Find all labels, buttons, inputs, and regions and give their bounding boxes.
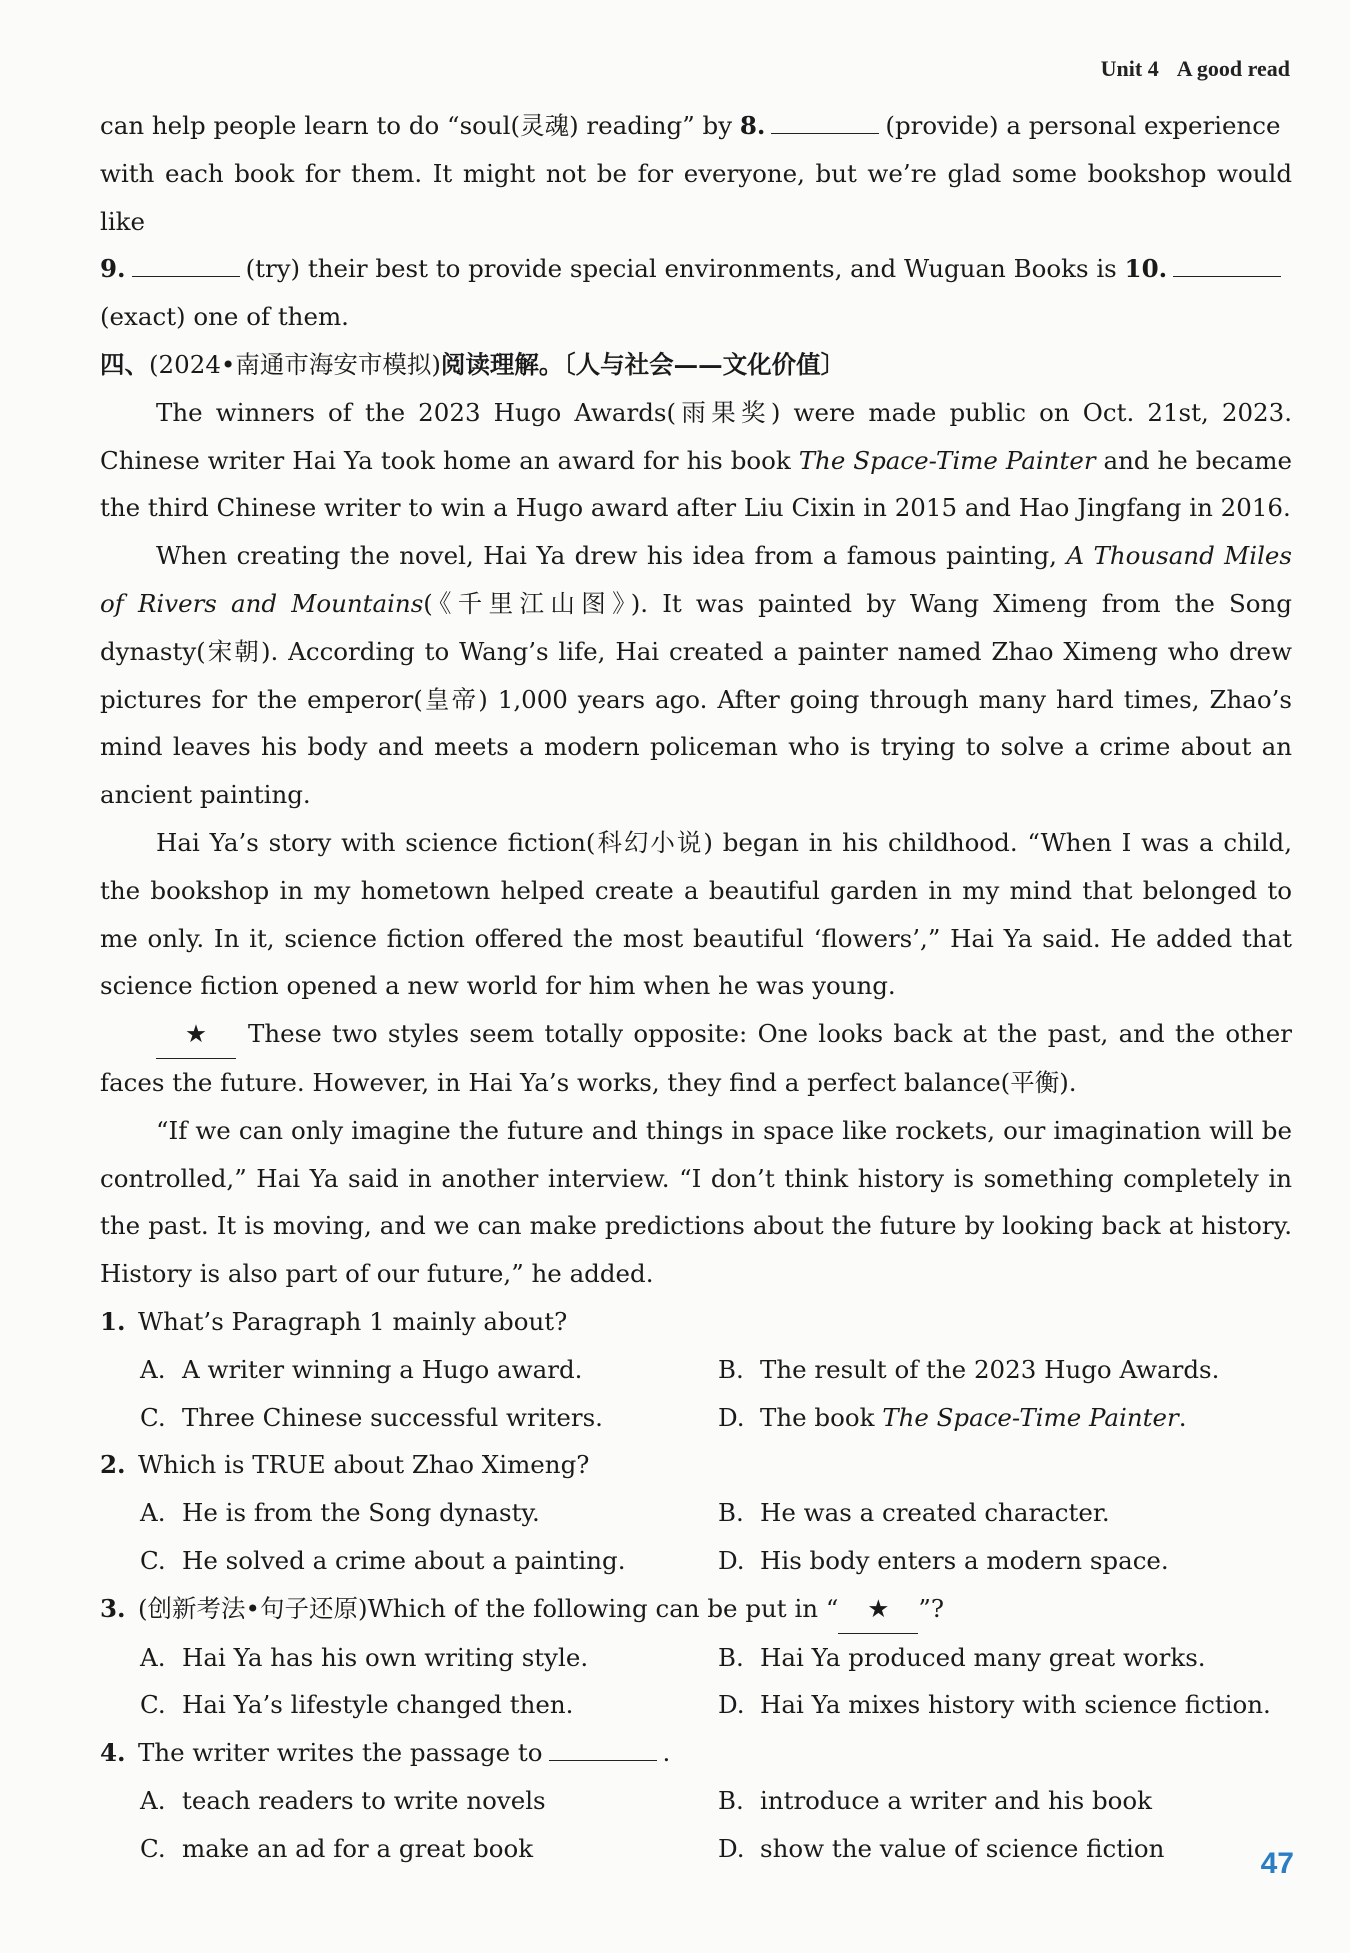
paragraph-4: ★ These two styles seem totally opposite: One looks back at the past, and the other faces the future. However, in Hai Ya’s works, they find a perfect balance(平衡). bbox=[100, 1010, 1292, 1107]
question-3-options bbox=[100, 1634, 1292, 1730]
question-1-options bbox=[100, 1346, 1292, 1442]
paragraph-2: When creating the novel, Hai Ya drew his idea from a famous painting, A Thousand Miles of Rivers and Mountains(《千里江山图》). It was painted by Wang Ximeng from the Song dynasty(宋朝). According to Wang’s life, Hai created a painter named Zhao Ximeng who drew pictures for the emperor(皇帝) 1,000 years ago. After going through many hard times, Zhao’s mind leaves his body and meets a modern policeman who is trying to solve a crime about an ancient painting. bbox=[100, 541, 1292, 810]
option-d[interactable]: D. The book The Space-Time Painter. bbox=[718, 1402, 1187, 1432]
option-a[interactable]: A. Hai Ya has his own writing style. bbox=[140, 1642, 589, 1672]
page-content bbox=[100, 102, 1292, 1872]
star-blank[interactable]: ★ bbox=[156, 1010, 236, 1059]
question-3: 3. (创新考法•句子还原)Which of the following can be put in “ ★ ”? bbox=[100, 1585, 1292, 1634]
option-b[interactable]: B. introduce a writer and his book bbox=[718, 1785, 1153, 1815]
unit-label: Unit 4 bbox=[1100, 56, 1159, 81]
option-d[interactable]: D. His body enters a modern space. bbox=[718, 1545, 1169, 1575]
paragraph-1: The winners of the 2023 Hugo Awards(雨果奖) were made public on Oct. 21st, 2023. Chinese writer Hai Ya took home an award for his book The Space-Time Painter and he became the third Chinese writer to win a Hugo award after Liu Cixin in 2015 and Hao Jingfang in 2016. bbox=[100, 397, 1293, 523]
cloze-line-1: can help people learn to do “soul(灵魂) reading” by 8. (provide) a personal experience bbox=[100, 102, 1292, 150]
option-c[interactable]: C. Three Chinese successful writers. bbox=[140, 1402, 603, 1432]
option-a[interactable]: A. A writer winning a Hugo award. bbox=[140, 1354, 583, 1384]
question-4-blank[interactable] bbox=[549, 1734, 657, 1761]
cloze-line-3: 9. (try) their best to provide special environments, and Wuguan Books is 10. bbox=[100, 245, 1292, 293]
option-a[interactable]: A. He is from the Song dynasty. bbox=[140, 1498, 540, 1528]
cloze-line-2: with each book for them. It might not be for everyone, but we’re glad some bookshop would like bbox=[100, 158, 1292, 236]
option-a[interactable]: A. teach readers to write novels bbox=[140, 1785, 546, 1815]
paragraph-3: Hai Ya’s story with science fiction(科幻小说) began in his childhood. “When I was a child, the bookshop in my hometown helped create a beautiful garden in my mind that belonged to me only. In it, science fiction offered the most beautiful ‘flowers’,” Hai Ya said. He added that science fiction opened a new world for him when he was young. bbox=[100, 827, 1292, 1001]
option-b[interactable]: B. He was a created character. bbox=[718, 1498, 1110, 1528]
paragraph-5: “If we can only imagine the future and things in space like rockets, our imagination will be controlled,” Hai Ya said in another interview. “I don’t think history is something completely in the past. It is moving, and we can make predictions about the future by looking back at history. History is also part of our future,” he added. bbox=[100, 1115, 1292, 1289]
star-reference: ★ bbox=[838, 1585, 918, 1634]
blank-9[interactable] bbox=[132, 250, 240, 277]
option-c[interactable]: C. Hai Ya’s lifestyle changed then. bbox=[140, 1690, 574, 1720]
blank-10[interactable] bbox=[1173, 250, 1281, 277]
unit-topic: A good read bbox=[1176, 56, 1290, 81]
cloze-line-4: (exact) one of them. bbox=[100, 302, 349, 332]
blank-8[interactable] bbox=[771, 107, 879, 134]
running-head bbox=[1101, 56, 1290, 82]
question-1: 1. What’s Paragraph 1 mainly about? bbox=[100, 1306, 568, 1336]
option-d[interactable]: D. show the value of science fiction bbox=[718, 1833, 1165, 1863]
option-b[interactable]: B. The result of the 2023 Hugo Awards. bbox=[718, 1354, 1220, 1384]
option-b[interactable]: B. Hai Ya produced many great works. bbox=[718, 1642, 1206, 1672]
section-heading: 四、(2024•南通市海安市模拟)阅读理解。〔人与社会——文化价值〕 bbox=[100, 349, 846, 379]
question-4-options bbox=[100, 1777, 1292, 1873]
option-d[interactable]: D. Hai Ya mixes history with science fiction. bbox=[718, 1690, 1271, 1720]
question-2: 2. Which is TRUE about Zhao Ximeng? bbox=[100, 1450, 590, 1480]
page-number: 47 bbox=[1260, 1847, 1294, 1880]
question-2-options bbox=[100, 1489, 1292, 1585]
option-c[interactable]: C. make an ad for a great book bbox=[140, 1833, 534, 1863]
question-4: 4. The writer writes the passage to . bbox=[100, 1729, 1292, 1777]
option-c[interactable]: C. He solved a crime about a painting. bbox=[140, 1545, 626, 1575]
